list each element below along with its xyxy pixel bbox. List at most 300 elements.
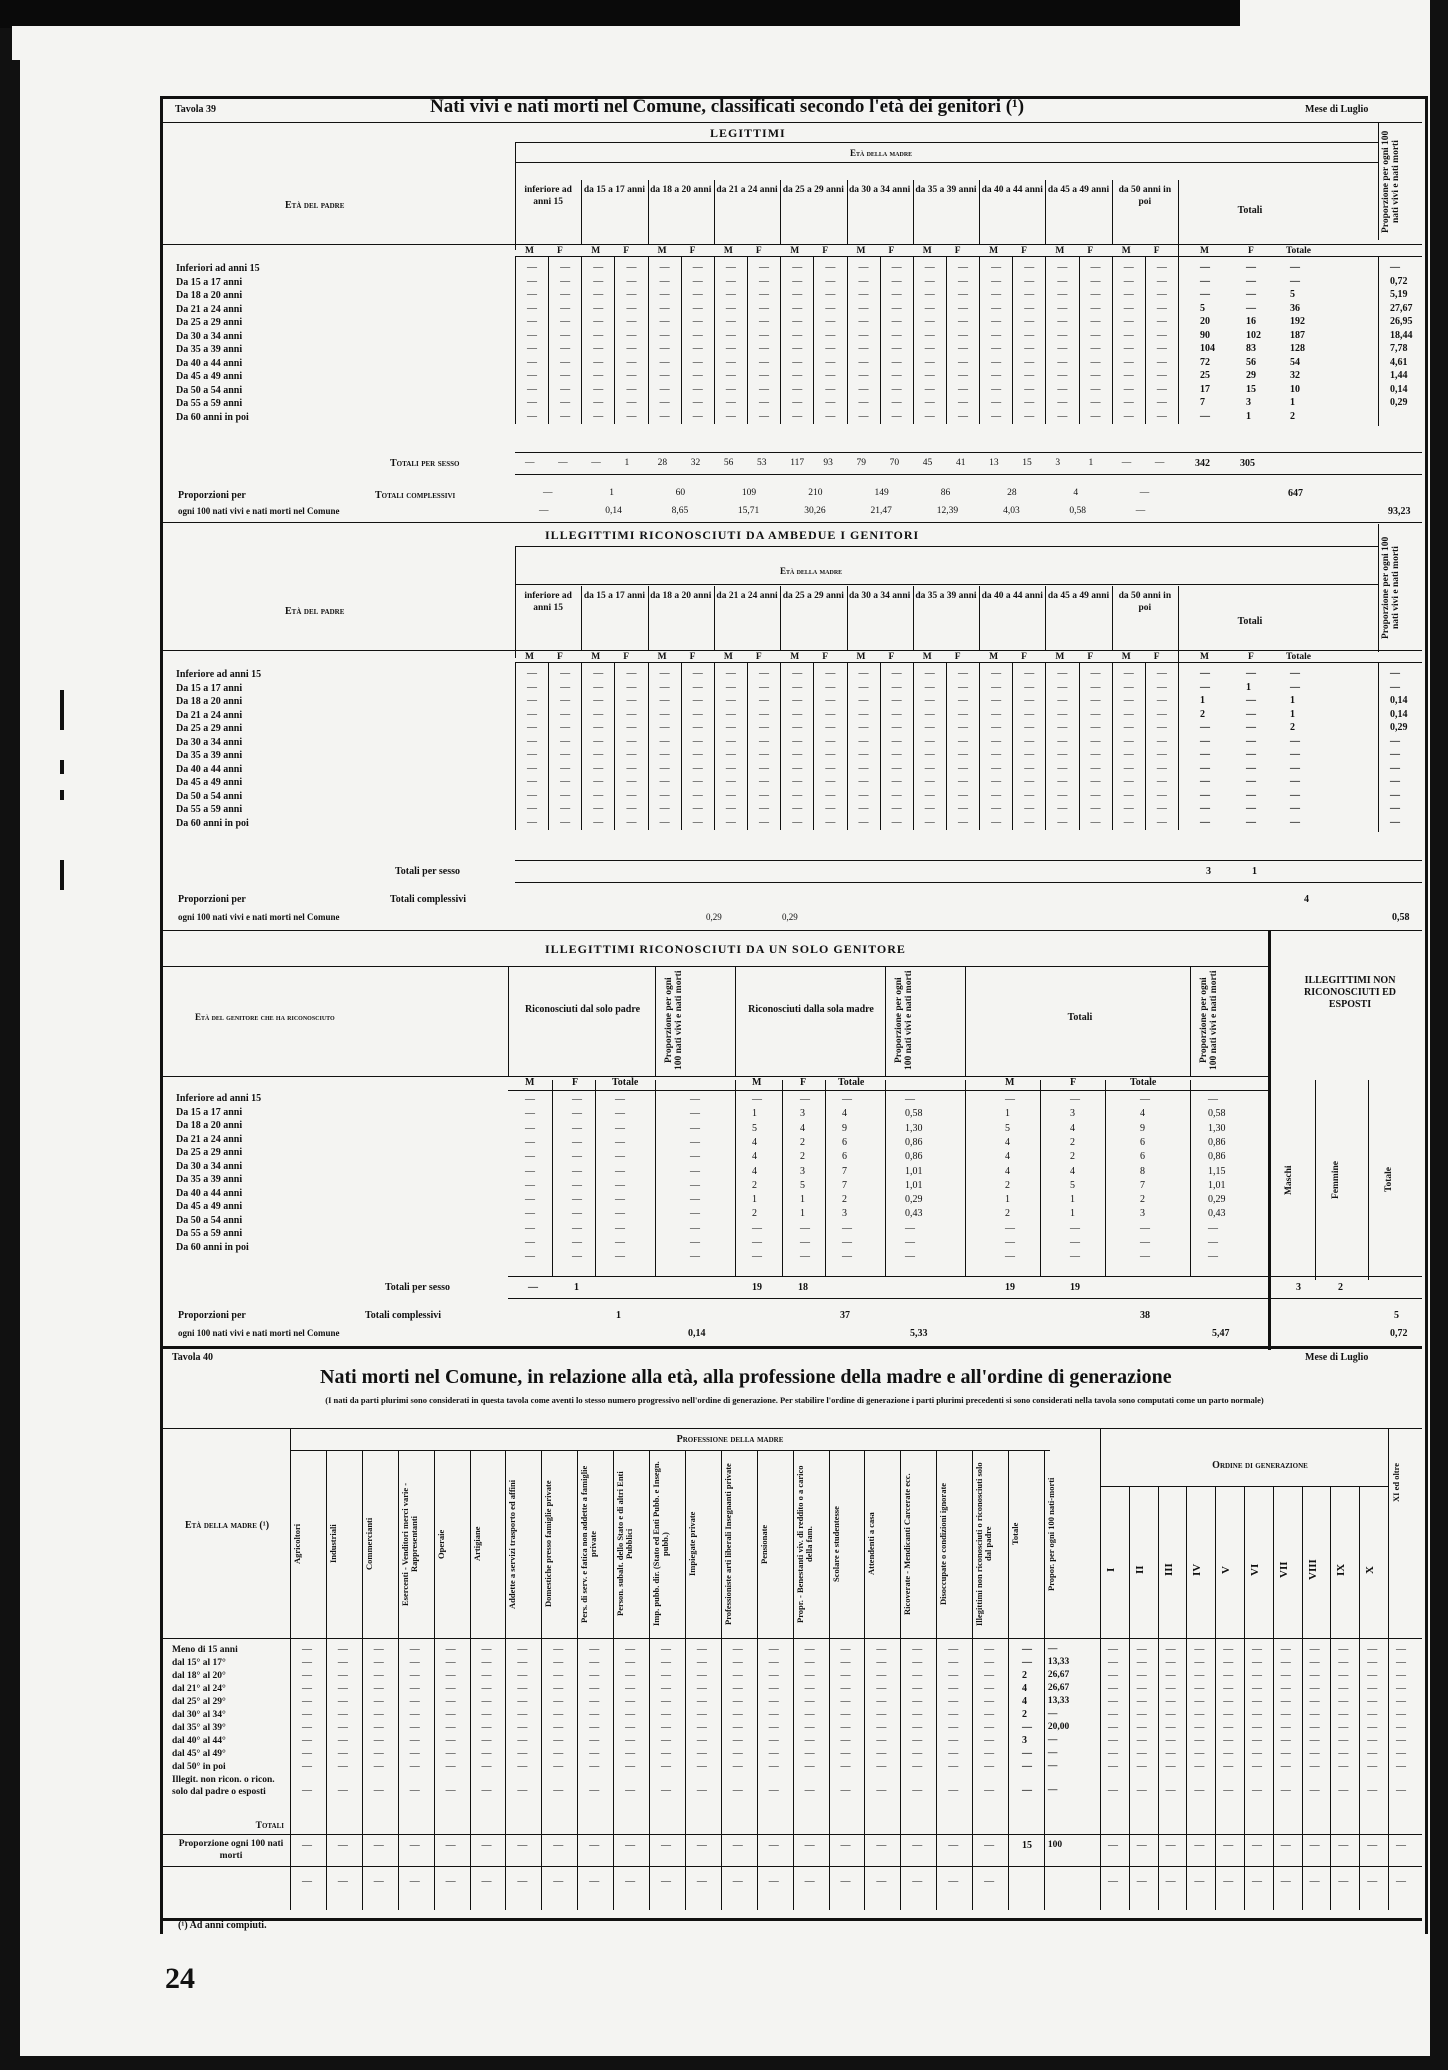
- ill-amb-totali-header: Totali: [1237, 616, 1263, 627]
- legittimi-cell: —: [891, 262, 902, 273]
- t40-cell: —: [409, 1722, 420, 1733]
- t40-grid-line: [900, 1450, 901, 1910]
- legittimi-cell: —: [692, 316, 703, 327]
- ill-solo-tot-f: 2: [1070, 1151, 1075, 1163]
- t40-cell: —: [553, 1761, 564, 1772]
- ill-amb-cell: —: [560, 762, 571, 774]
- t40-ordine-cell: —: [1252, 1644, 1262, 1655]
- t40-cell: —: [948, 1722, 959, 1733]
- ill-solo-tot-p: 0,58: [1208, 1108, 1226, 1120]
- t40-cell: —: [589, 1670, 600, 1681]
- ill-solo-sesso-padre-m: —: [528, 1282, 538, 1293]
- ill-amb-cell: —: [659, 695, 670, 706]
- legittimi-cell: —: [593, 356, 604, 368]
- legittimi-cell: —: [792, 343, 803, 354]
- legittimi-cell: —: [891, 316, 902, 327]
- legittimi-totm-cell: 5: [1200, 302, 1205, 314]
- t40-ordine-cell: —: [1367, 1644, 1378, 1655]
- t40-cell: —: [732, 1761, 743, 1772]
- ill-amb-cell: —: [858, 762, 869, 774]
- ill-solo-cell: —: [1140, 1251, 1150, 1263]
- legittimi-cell: —: [858, 410, 869, 422]
- legittimi-totf-cell: 16: [1246, 316, 1256, 327]
- t40-cell: —: [661, 1876, 671, 1887]
- t40-ordine-cell: —: [1108, 1748, 1118, 1759]
- t40-cell: —: [876, 1670, 887, 1681]
- row-label: Meno di 15 anni: [172, 1645, 238, 1655]
- legittimi-compl-cell: 109: [741, 488, 757, 498]
- t40-grid-line: [1215, 1486, 1216, 1910]
- legittimi-age-col: da 40 a 44 anni: [981, 185, 1043, 195]
- row-label: Da 35 a 39 anni: [176, 344, 243, 355]
- legittimi-cell: —: [1123, 329, 1134, 341]
- t40-cell: —: [517, 1644, 528, 1655]
- ill-amb-cell: —: [560, 722, 571, 733]
- ill-amb-cell: —: [1123, 695, 1134, 706]
- t40-totale-cell: 3: [1022, 1735, 1027, 1746]
- ill-solo-prop-tot: 5,47: [1212, 1328, 1230, 1339]
- legittimi-totf-cell: 29: [1246, 370, 1256, 381]
- row-label: Da 25 a 29 anni: [176, 723, 243, 734]
- ill-amb-cell: —: [626, 803, 637, 814]
- t40-cell: —: [302, 1722, 312, 1733]
- legittimi-col-divider: [714, 180, 715, 244]
- legittimi-cell: —: [1024, 302, 1035, 314]
- t40-ordine-cell: —: [1223, 1840, 1234, 1851]
- ill-amb-cell: —: [825, 668, 836, 679]
- legittimi-cell: —: [659, 343, 670, 354]
- ill-amb-grid-line: [681, 662, 682, 830]
- t40-ordine-cell: —: [1252, 1748, 1262, 1759]
- ill-amb-prop-cell: 0,29: [1390, 722, 1408, 733]
- legittimi-cell: —: [593, 316, 604, 327]
- t40-cell: —: [661, 1709, 671, 1720]
- ill-amb-col-divider: [1045, 586, 1046, 650]
- t40-cell: —: [696, 1761, 707, 1772]
- legittimi-cell: —: [1156, 275, 1167, 287]
- t40-ordine-col: VI: [1249, 1563, 1261, 1577]
- ill-solo-tot-p: 1,15: [1208, 1165, 1226, 1177]
- t40-ordine-cell: —: [1367, 1722, 1378, 1733]
- legittimi-cell: —: [1057, 397, 1068, 408]
- t40-ordine-cell: —: [1108, 1709, 1118, 1720]
- legittimi-cell: —: [692, 410, 703, 422]
- t40-grid-line: [470, 1450, 471, 1910]
- legittimi-compl-cell: 4: [1073, 488, 1079, 498]
- ill-amb-prop-cell: —: [1390, 681, 1400, 693]
- legittimi-grid-line: [880, 256, 881, 424]
- t40-cell: —: [337, 1748, 348, 1759]
- t40-grid-line: [972, 1450, 973, 1910]
- row-label: Da 30 a 34 anni: [176, 330, 243, 342]
- legittimi-totf-cell: 1: [1246, 410, 1251, 422]
- legittimi-col-f: F: [888, 246, 895, 256]
- t40-cell: —: [589, 1785, 600, 1796]
- t40-ordine-cell: —: [1165, 1683, 1176, 1694]
- ill-amb-col-divider: [714, 586, 715, 650]
- ill-amb-totm-cell: 2: [1200, 708, 1205, 720]
- row-label: dal 35° al 39°: [172, 1723, 226, 1733]
- ill-amb-compl-label: Totali complessivi: [390, 894, 467, 905]
- ill-amb-cell: —: [725, 803, 736, 814]
- t40-ordine-cell: —: [1309, 1657, 1320, 1668]
- ill-solo-padre-cell: —: [572, 1165, 582, 1177]
- ill-amb-totf-cell: —: [1246, 803, 1256, 814]
- legittimi-grid-line: [548, 256, 549, 424]
- ill-amb-cell: —: [1090, 695, 1101, 706]
- legittimi-cell: —: [1156, 262, 1167, 273]
- t40-ordine-cell: —: [1338, 1761, 1349, 1772]
- ill-amb-cell: —: [1024, 762, 1035, 774]
- ill-amb-cell: —: [1057, 789, 1068, 801]
- t40-cell: —: [337, 1657, 348, 1668]
- t40-ordine-col: VIII: [1306, 1559, 1319, 1581]
- ill-amb-age-col: da 18 a 20 anni: [650, 591, 712, 601]
- ill-amb-cell: —: [792, 803, 803, 814]
- ill-amb-cell: —: [858, 816, 869, 828]
- t40-cell: —: [948, 1748, 959, 1759]
- legittimi-cell: —: [991, 262, 1002, 273]
- ill-solo-madre-p: 0,58: [905, 1108, 923, 1120]
- ill-amb-cell: —: [1090, 762, 1101, 774]
- legittimi-cell: —: [1123, 397, 1134, 408]
- t40-ordine-col: X: [1364, 1566, 1377, 1574]
- t40-prop-cell: 20,00: [1047, 1722, 1070, 1732]
- ill-amb-cell: —: [825, 816, 836, 828]
- t40-ordine-cell: —: [1108, 1876, 1118, 1887]
- legittimi-cell: —: [957, 302, 968, 314]
- t40-cell: —: [517, 1840, 528, 1851]
- legittimi-cell: —: [891, 275, 902, 287]
- t40-ordine-cell: —: [1136, 1644, 1147, 1655]
- ill-solo-madre-m: 5: [752, 1122, 757, 1134]
- legittimi-totali-header: Totali: [1237, 205, 1263, 216]
- t40-ordine-cell: —: [1108, 1683, 1118, 1694]
- legittimi-cell: —: [1024, 275, 1035, 287]
- t40-ordine-cell: —: [1108, 1696, 1118, 1707]
- ill-solo-grid-line: [735, 1080, 736, 1276]
- t40-cell: —: [840, 1722, 851, 1733]
- t40-cell: —: [481, 1876, 492, 1887]
- t40-grid-line: [1330, 1486, 1331, 1910]
- legittimi-sesso-cell: 1: [1088, 458, 1094, 468]
- table-39-month: Mese di Luglio: [1305, 104, 1369, 115]
- legittimi-cell: —: [725, 289, 736, 300]
- ill-amb-cell: —: [891, 762, 902, 774]
- t40-cell: —: [553, 1748, 564, 1759]
- t40-grid-line: [1129, 1486, 1130, 1910]
- ill-amb-cell: —: [725, 735, 736, 747]
- legittimi-grid-line: [648, 256, 649, 424]
- nonric-prop: 0,72: [1390, 1328, 1408, 1339]
- row-label: Da 15 a 17 anni: [176, 1106, 243, 1118]
- legittimi-sesso-cell: 28: [657, 458, 668, 468]
- t40-ordine-col: IV: [1191, 1563, 1204, 1577]
- nonric-title: ILLEGITTIMI NON RICONOSCIUTI ED ESPOSTI: [1304, 975, 1396, 1010]
- ill-amb-cell: —: [858, 749, 869, 760]
- ill-amb-cell: —: [891, 816, 902, 828]
- t40-cell: —: [876, 1644, 887, 1655]
- t40-cell: —: [445, 1696, 456, 1707]
- legittimi-cell: —: [924, 397, 935, 408]
- t40-cell: —: [409, 1696, 420, 1707]
- ill-amb-cell: —: [725, 762, 736, 774]
- t40-cell: —: [589, 1761, 600, 1772]
- t40-totale-cell: 2: [1022, 1709, 1027, 1720]
- ill-amb-cell: —: [725, 722, 736, 733]
- t40-cell: —: [589, 1748, 600, 1759]
- t40-cell: —: [840, 1683, 851, 1694]
- legittimi-cell: —: [1156, 289, 1167, 300]
- legittimi-cell: —: [659, 316, 670, 327]
- ill-amb-cell: —: [659, 708, 670, 720]
- t40-prof-col: Operaie: [435, 1529, 446, 1559]
- ill-amb-grid-line: [1045, 662, 1046, 830]
- ill-amb-cell: —: [1024, 668, 1035, 679]
- ill-solo-tot-p: 0,29: [1208, 1194, 1226, 1206]
- legittimi-col-f: F: [1153, 246, 1160, 256]
- legittimi-prop-label2: ogni 100 nati vivi e nati morti nel Comune: [178, 506, 340, 516]
- row-label: dal 18° al 20°: [172, 1671, 226, 1681]
- ill-amb-cell: —: [825, 776, 836, 787]
- legittimi-tot-f: 305: [1240, 458, 1255, 469]
- t40-cell: —: [589, 1722, 600, 1733]
- t40-grid-line: [577, 1450, 578, 1910]
- legittimi-prop-cell: 26,95: [1390, 316, 1413, 327]
- table-39-label: Tavola 39: [175, 104, 217, 115]
- legittimi-cell: —: [991, 370, 1002, 381]
- row-label: Da 50 a 54 anni: [176, 1214, 243, 1226]
- ill-amb-cell: —: [792, 776, 803, 787]
- legittimi-cell: —: [725, 302, 736, 314]
- t40-cell: —: [804, 1735, 815, 1746]
- row-label: Da 60 anni in poi: [176, 411, 249, 423]
- legittimi-tot-m: M: [1200, 246, 1209, 256]
- legittimi-grid-line: [1378, 256, 1379, 426]
- ill-amb-totm-cell: —: [1200, 789, 1210, 801]
- ill-amb-cell: —: [1090, 816, 1101, 828]
- legittimi-prop-cell: 21,47: [870, 506, 892, 516]
- t40-cell: —: [984, 1709, 995, 1720]
- legittimi-cell: —: [858, 383, 869, 395]
- t40-cell: —: [589, 1876, 600, 1887]
- legittimi-cell: —: [626, 302, 637, 314]
- ill-amb-cell: —: [991, 708, 1002, 720]
- t40-totale-cell: —: [1022, 1657, 1032, 1668]
- ill-amb-cell: —: [527, 803, 537, 814]
- legittimi-cell: —: [759, 275, 770, 287]
- ill-solo-tot-f: 4: [1070, 1165, 1075, 1177]
- ill-solo-grid-line: [1105, 1080, 1106, 1276]
- t40-prof-col: Industriali: [327, 1524, 338, 1564]
- t40-ordine-cell: —: [1165, 1876, 1176, 1887]
- ill-solo-tot-m: 1: [1005, 1194, 1010, 1206]
- t40-ordine-cell: —: [1367, 1670, 1378, 1681]
- legittimi-cell: —: [858, 262, 869, 273]
- t40-cell: —: [732, 1670, 743, 1681]
- t40-cell: —: [589, 1840, 600, 1851]
- ill-solo-madre-m: 1: [752, 1194, 757, 1206]
- t40-cell: —: [876, 1683, 887, 1694]
- legittimi-cell: —: [659, 329, 670, 341]
- t40-cell: —: [553, 1644, 564, 1655]
- t40-cell: —: [481, 1670, 492, 1681]
- t40-ordine-cell: —: [1367, 1657, 1378, 1668]
- ill-amb-cell: —: [957, 762, 968, 774]
- ill-solo-prop-label2: ogni 100 nati vivi e nati morti nel Comune: [178, 1328, 340, 1338]
- t40-cell: —: [876, 1876, 887, 1887]
- t40-grid-line: [721, 1450, 722, 1910]
- legittimi-cell: —: [792, 262, 803, 273]
- ill-amb-cell: —: [1123, 735, 1134, 747]
- legittimi-col-m: M: [591, 246, 601, 256]
- t40-cell: —: [804, 1840, 815, 1851]
- ill-solo-cell: —: [1005, 1251, 1015, 1263]
- t40-cell: —: [445, 1683, 456, 1694]
- ill-solo-totali-header: Totali: [1067, 1012, 1093, 1023]
- t40-cell: —: [409, 1785, 420, 1796]
- ill-solo-cell: —: [1208, 1222, 1218, 1234]
- t40-ordine-cell: —: [1338, 1876, 1349, 1887]
- ill-solo-padre-cell: —: [690, 1237, 700, 1248]
- ill-solo-sesso-madre-f: 18: [798, 1282, 808, 1293]
- ill-solo-madre-p: 0,29: [905, 1194, 923, 1206]
- ill-amb-cell: —: [759, 789, 770, 801]
- ill-solo-madre-f: 2: [800, 1151, 805, 1163]
- row-label: Inferiori ad anni 15: [176, 263, 260, 274]
- t40-ordine-cell: —: [1165, 1657, 1176, 1668]
- t40-ordine-cell: —: [1309, 1696, 1320, 1707]
- t40-ordine-cell: —: [1165, 1670, 1176, 1681]
- t40-cell: —: [696, 1735, 707, 1746]
- t40-ordine-cell: —: [1194, 1840, 1205, 1851]
- t40-cell: —: [445, 1748, 456, 1759]
- ill-amb-cell: —: [957, 816, 968, 828]
- legittimi-cell: —: [792, 275, 803, 287]
- ill-solo-tot-t: 7: [1140, 1179, 1145, 1191]
- t40-grid-line: [362, 1450, 363, 1910]
- ill-amb-cell: —: [858, 668, 869, 679]
- t40-cell: —: [804, 1644, 815, 1655]
- ill-solo-cell: —: [1005, 1237, 1015, 1248]
- legittimi-cell: —: [759, 397, 770, 408]
- legittimi-cell: —: [692, 356, 703, 368]
- ill-solo-madre-f: 1: [800, 1194, 805, 1206]
- ill-solo-cell: —: [1140, 1237, 1150, 1248]
- legittimi-cell: —: [792, 356, 803, 368]
- t40-cell: —: [625, 1761, 636, 1772]
- ill-amb-totm-cell: —: [1200, 722, 1210, 733]
- ill-solo-padre-cell: —: [572, 1136, 582, 1148]
- legittimi-compl-cell: —: [1139, 488, 1150, 498]
- ill-solo-cell: —: [1140, 1222, 1150, 1234]
- t40-cell: —: [517, 1683, 528, 1694]
- t40-cell: —: [661, 1657, 671, 1668]
- scan-corner: [1240, 0, 1448, 52]
- t40-cell: —: [948, 1876, 959, 1887]
- ill-amb-cell: —: [593, 776, 604, 787]
- row-label: Inferiore ad anni 15: [176, 669, 262, 680]
- t40-ordine-cell: —: [1396, 1735, 1406, 1746]
- ill-solo-sesso-tot-m: 19: [1005, 1282, 1015, 1293]
- t40-cell: —: [625, 1670, 636, 1681]
- legittimi-cell: —: [560, 356, 571, 368]
- t40-ordine-cell: —: [1338, 1735, 1349, 1746]
- t40-cell: —: [912, 1840, 923, 1851]
- t40-cell: —: [409, 1876, 420, 1887]
- t40-ordine-cell: —: [1108, 1657, 1118, 1668]
- scan-left-border: [0, 60, 20, 2070]
- ill-amb-cell: —: [759, 816, 770, 828]
- t40-cell: —: [804, 1657, 815, 1668]
- ill-amb-age-col: inferiore ad anni 15: [524, 591, 572, 613]
- legittimi-cell: —: [692, 370, 703, 381]
- t40-ordine-cell: —: [1280, 1709, 1291, 1720]
- legittimi-cell: —: [626, 383, 637, 395]
- ill-amb-cell: —: [957, 668, 968, 679]
- t40-cell: —: [912, 1785, 923, 1796]
- ill-amb-cell: —: [1156, 749, 1167, 760]
- ill-amb-col-m: M: [525, 652, 534, 662]
- legittimi-totm-cell: 7: [1200, 397, 1205, 408]
- t40-ordine-cell: —: [1280, 1683, 1291, 1694]
- t40-ordine-cell: —: [1223, 1683, 1234, 1694]
- ill-amb-col-m: M: [989, 652, 999, 662]
- legittimi-age-col: da 15 a 17 anni: [583, 185, 646, 195]
- ill-amb-cell: —: [593, 695, 604, 706]
- legittimi-tot-m: 342: [1195, 458, 1210, 469]
- t40-ordine-cell: —: [1396, 1709, 1406, 1720]
- t40-cell: —: [661, 1670, 671, 1681]
- ill-amb-col-m: M: [657, 652, 667, 662]
- t40-ordine-cell: —: [1252, 1840, 1262, 1851]
- row-label: Da 50 a 54 anni: [176, 790, 243, 802]
- ill-amb-cell: —: [1123, 776, 1134, 787]
- legittimi-col-divider: [1178, 180, 1179, 264]
- legittimi-cell: —: [560, 275, 571, 287]
- t40-cell: —: [876, 1785, 887, 1796]
- t40-ordine-cell: —: [1367, 1735, 1378, 1746]
- ill-solo-padre-cell: —: [690, 1094, 700, 1105]
- ill-amb-cell: —: [560, 708, 571, 720]
- ill-amb-age-col: da 45 a 49 anni: [1047, 591, 1110, 601]
- legittimi-cell: —: [1057, 302, 1068, 314]
- legittimi-cell: —: [692, 302, 703, 314]
- t40-grid-line: [757, 1450, 758, 1910]
- legittimi-cell: —: [991, 356, 1002, 368]
- t40-cell: —: [984, 1748, 995, 1759]
- ill-solo-cell: —: [1070, 1237, 1080, 1248]
- t40-cell: —: [948, 1670, 959, 1681]
- t40-ordine-col: II: [1133, 1565, 1146, 1575]
- legittimi-tot-cell: 2: [1290, 410, 1295, 422]
- ill-amb-cell: —: [692, 749, 703, 760]
- legittimi-col-divider: [581, 180, 582, 244]
- legittimi-grid-line: [1145, 256, 1146, 424]
- legittimi-cell: —: [891, 289, 902, 300]
- t40-ordine-cell: —: [1367, 1683, 1378, 1694]
- nonric-col-maschi: Maschi: [1284, 1165, 1294, 1195]
- legittimi-cell: —: [957, 410, 968, 422]
- legittimi-grid-line: [946, 256, 947, 424]
- ill-amb-cell: —: [891, 681, 902, 693]
- t40-ordine-cell: —: [1396, 1761, 1406, 1772]
- ill-amb-grid-line: [946, 662, 947, 830]
- legittimi-cell: —: [692, 275, 703, 287]
- t40-cell: —: [876, 1748, 887, 1759]
- t40-cell: —: [302, 1683, 312, 1694]
- ill-amb-totm-cell: —: [1200, 776, 1210, 787]
